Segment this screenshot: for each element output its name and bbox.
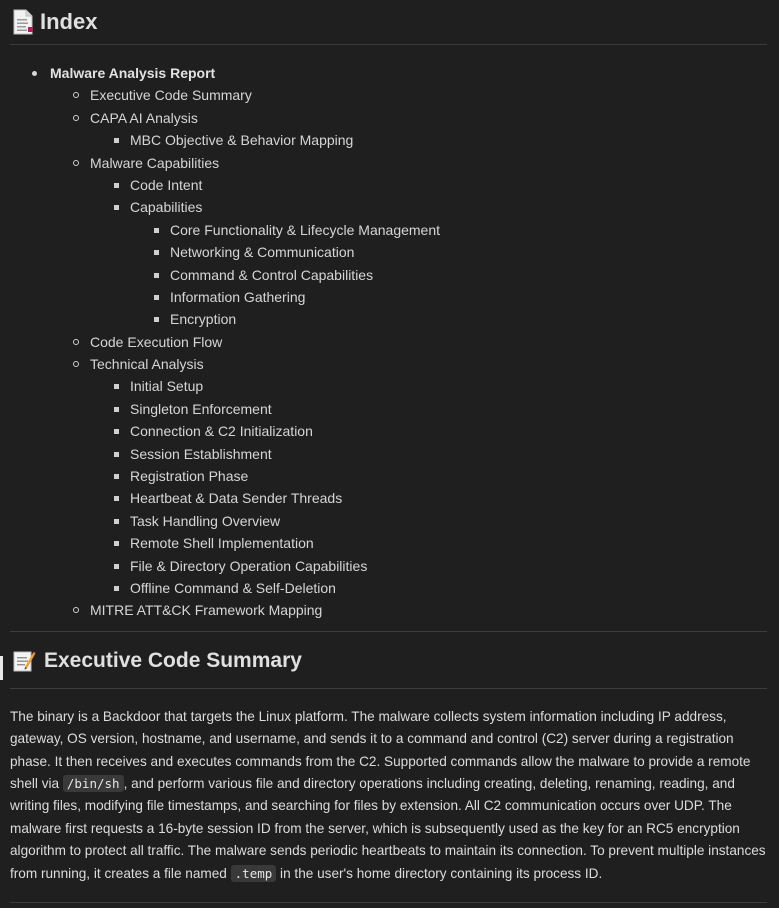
toc-item-label: Task Handling Overview — [130, 512, 281, 529]
toc-item-label: Initial Setup — [130, 378, 204, 395]
toc-item-label: CAPA AI Analysis — [90, 109, 198, 126]
toc-item[interactable] — [10, 577, 767, 599]
toc-item-label: Executive Code Summary — [90, 87, 252, 104]
toc-item[interactable] — [10, 62, 767, 84]
toc-item[interactable] — [10, 487, 767, 509]
toc-item-label: Remote Shell Implementation — [130, 535, 314, 552]
bullet-icon — [114, 205, 119, 210]
toc-item-label: Technical Analysis — [90, 356, 204, 373]
bullet-icon — [114, 564, 119, 569]
toc-item[interactable] — [10, 599, 767, 621]
bottom-divider — [10, 902, 767, 903]
toc-item[interactable] — [10, 331, 767, 353]
bullet-icon — [114, 496, 119, 501]
toc-item-label: Offline Command & Self-Deletion — [130, 579, 336, 596]
bullet-icon — [154, 273, 159, 278]
toc-item[interactable] — [10, 219, 767, 241]
toc-item-label: Code Execution Flow — [90, 333, 223, 350]
bullet-icon — [114, 519, 119, 524]
bullet-icon — [114, 452, 119, 457]
toc-item-label: Malware Capabilities — [90, 154, 220, 171]
toc-item[interactable] — [10, 510, 767, 532]
toc-item-label: Registration Phase — [130, 468, 249, 485]
toc-item[interactable] — [10, 420, 767, 442]
toc-item[interactable] — [10, 443, 767, 465]
toc-item-label: File & Directory Operation Capabilities — [130, 557, 368, 574]
bullet-icon — [114, 407, 119, 412]
toc-item-label: Connection & C2 Initialization — [130, 423, 313, 440]
toc-item[interactable] — [10, 152, 767, 174]
toc-item[interactable] — [10, 196, 767, 218]
toc-item-label: Singleton Enforcement — [130, 400, 272, 417]
bullet-icon — [154, 250, 159, 255]
bullet-icon — [73, 160, 79, 166]
bullet-icon — [32, 71, 37, 76]
bullet-icon — [114, 183, 119, 188]
toc-item-label: Session Establishment — [130, 445, 272, 462]
toc-list — [10, 62, 767, 622]
toc-item[interactable] — [10, 465, 767, 487]
toc-item-label: Encryption — [170, 311, 237, 328]
inline-code-bin-sh: /bin/sh — [63, 775, 124, 792]
toc-item[interactable] — [10, 241, 767, 263]
toc-item-label: Core Functionality & Lifecycle Management — [170, 221, 441, 238]
bullet-icon — [114, 429, 119, 434]
toc-item[interactable] — [10, 129, 767, 151]
toc-item-label: Networking & Communication — [170, 244, 355, 261]
toc-item-label: MBC Objective & Behavior Mapping — [130, 132, 354, 149]
heading-accent-bar — [0, 656, 3, 680]
toc-item-label: Information Gathering — [170, 288, 306, 305]
toc-item[interactable] — [10, 353, 767, 375]
bullet-icon — [73, 607, 79, 613]
bullet-icon — [73, 339, 79, 345]
toc-item[interactable] — [10, 308, 767, 330]
page-facing-up-icon — [12, 9, 34, 35]
bullet-icon — [73, 361, 79, 367]
index-title: Index — [40, 9, 98, 34]
toc-item[interactable] — [10, 398, 767, 420]
bullet-icon — [114, 138, 119, 143]
toc-item[interactable] — [10, 107, 767, 129]
summary-text-3: in the user's home directory containing its process ID. — [276, 865, 603, 881]
toc-item-label: MITRE ATT&CK Framework Mapping — [90, 602, 323, 619]
bullet-icon — [73, 115, 79, 121]
toc-item[interactable] — [10, 555, 767, 577]
bullet-icon — [114, 586, 119, 591]
summary-text-2: , and perform various file and directory operations including creating, deleting, renaming, reading, and writing files, modifying file timestamps, and searching for files by extension. All C2 communication occurs over UDP. The malware first requests a 16-byte session ID from the server, which is subsequently used as the key for an RC5 encryption algorithm to protect all traffic. The malware sends periodic heartbeats to maintain its connection. To prevent multiple instances from running, it creates a file named — [10, 775, 766, 881]
toc-item[interactable] — [10, 84, 767, 106]
toc-item[interactable] — [10, 174, 767, 196]
bullet-icon — [154, 228, 159, 233]
bullet-icon — [154, 317, 159, 322]
summary-text-1: The binary is a Backdoor that targets the Linux platform. The malware collects system information including IP address, gateway, OS version, hostname, and username, and sends it to a command and control (C2) server during a registration phase. It then receives and executes commands from the C2. Supported commands allow the malware to provide a remote shell via — [10, 708, 751, 791]
toc-item-label: Heartbeat & Data Sender Threads — [130, 490, 343, 507]
bullet-icon — [114, 541, 119, 546]
table-of-contents — [10, 45, 767, 632]
bullet-icon — [114, 384, 119, 389]
bullet-icon — [114, 474, 119, 479]
toc-item[interactable] — [10, 532, 767, 554]
toc-item-label: Malware Analysis Report — [50, 65, 216, 81]
toc-item[interactable] — [10, 264, 767, 286]
executive-summary-paragraph — [10, 706, 767, 885]
toc-item-label: Code Intent — [130, 176, 203, 193]
index-heading — [10, 0, 767, 45]
memo-icon — [12, 649, 36, 673]
bullet-icon — [154, 295, 159, 300]
executive-summary-heading — [10, 634, 767, 689]
toc-item[interactable] — [10, 286, 767, 308]
toc-item[interactable] — [10, 375, 767, 397]
bullet-icon — [73, 92, 79, 98]
inline-code-temp: .temp — [231, 865, 277, 882]
toc-item-label: Command & Control Capabilities — [170, 266, 374, 283]
toc-item-label: Capabilities — [130, 199, 203, 216]
executive-summary-title: Executive Code Summary — [44, 648, 302, 672]
